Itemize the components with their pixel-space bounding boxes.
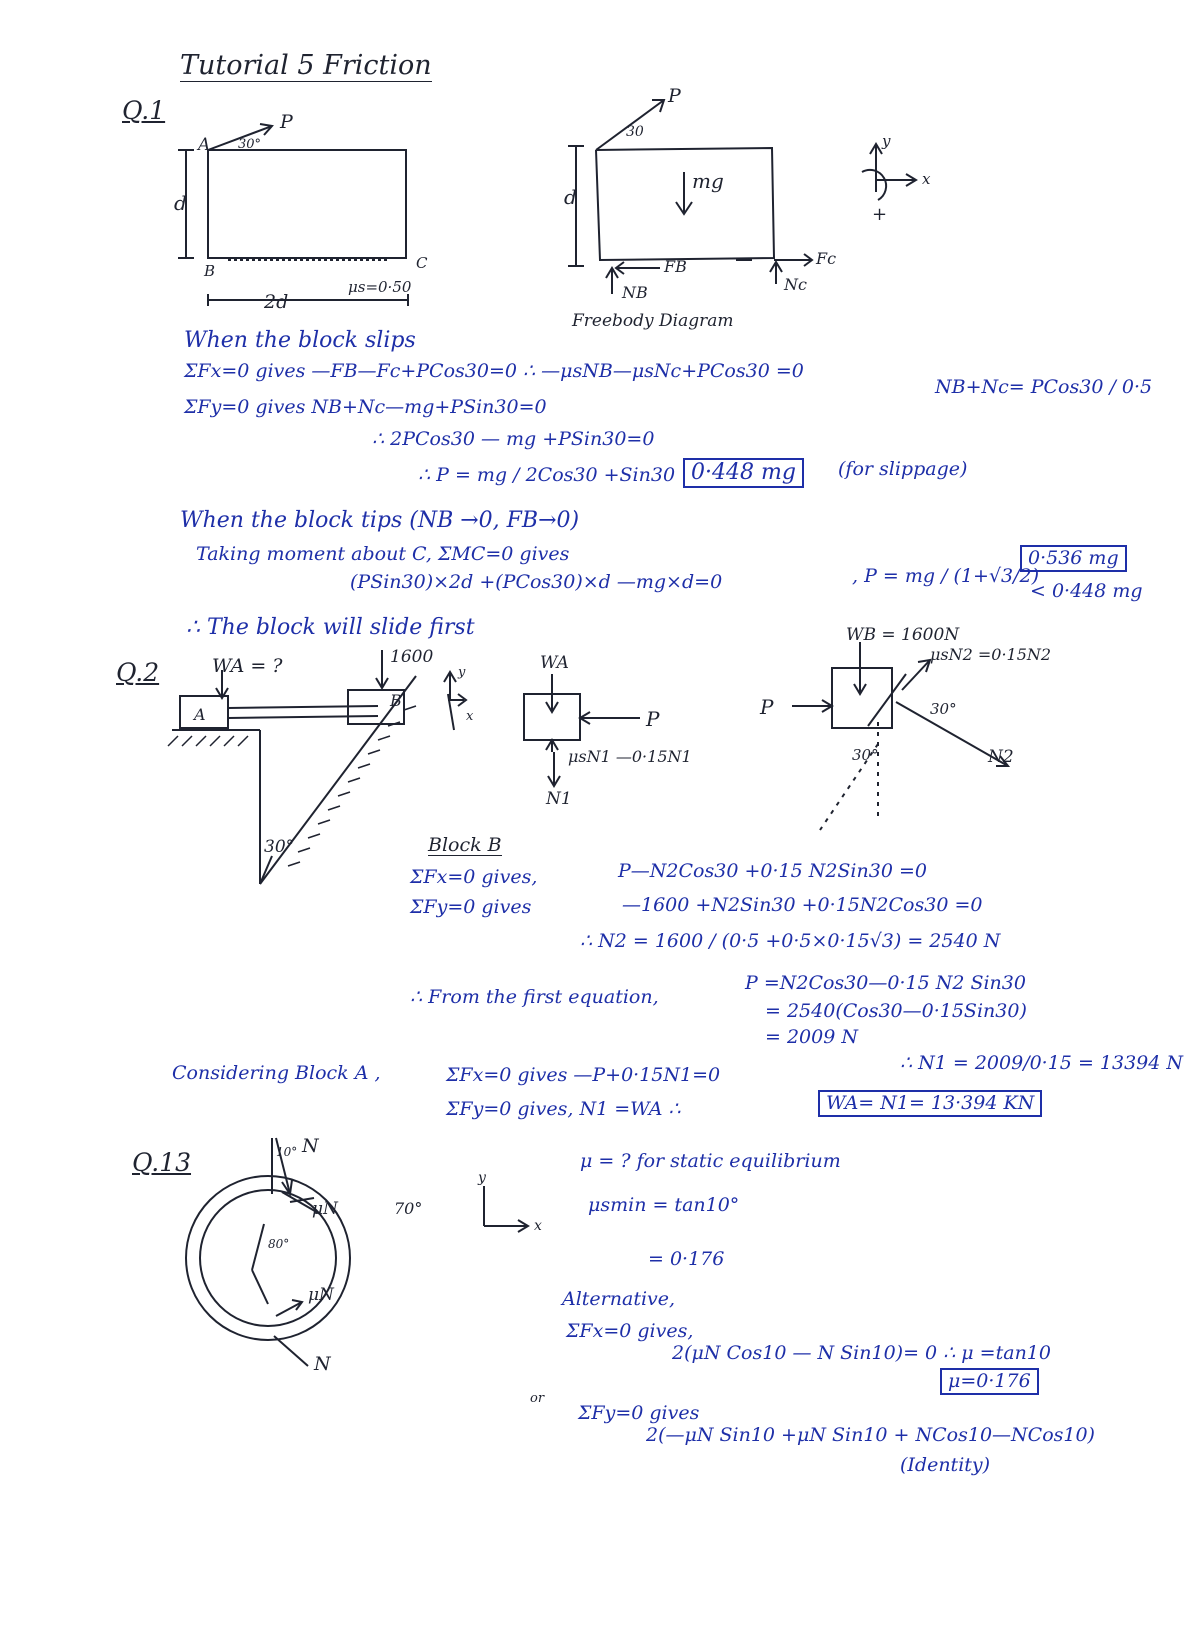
- q3-ring-figure: [190, 1130, 460, 1380]
- q2-block-a-n1: ∴ N1 = 2009/0·15 = 13394 N: [900, 1052, 1184, 1074]
- q1-tip-p: , P = mg / (1+√3/2): [852, 565, 1040, 587]
- q1-tip-heading: When the block tips (NB →0, FB→0): [180, 508, 580, 533]
- q1-fbd-figure: [560, 84, 960, 334]
- q2-fbd-a-normal: N1: [546, 789, 572, 809]
- q1-eq-combined: ∴ 2PCos30 — mg +PSin30=0: [372, 428, 655, 450]
- q1-angle: 30°: [238, 137, 262, 152]
- q1-mu: μs=0·50: [348, 278, 412, 296]
- q2-wedge-figure: [168, 640, 478, 940]
- q2-fbd-a-force-p: P: [646, 707, 660, 731]
- q3-axis-y: y: [478, 1170, 486, 1186]
- fbd-sign-plus: +: [872, 204, 888, 225]
- q2-fbd-a-weight: WA: [540, 653, 569, 673]
- q2-fbd-b-weight: WB = 1600N: [846, 625, 960, 645]
- q1-conclusion: ∴ The block will slide first: [186, 615, 475, 640]
- q2-fbd-b: [760, 620, 1080, 830]
- q2-fbd-a-friction: μsN1 —0·15N1: [568, 747, 692, 766]
- q1-result-compare: < 0·448 mg: [1030, 580, 1143, 602]
- q3-or: or: [530, 1391, 545, 1406]
- q3-friction-top: μN: [312, 1199, 338, 1219]
- q2-first-eq-label: ∴ From the first equation,: [410, 986, 659, 1008]
- q3-alt-fy-eq: 2(—μN Sin10 +μN Sin10 + NCos10—NCos10): [646, 1424, 1095, 1446]
- q3-normal-bottom: N: [314, 1353, 331, 1375]
- fbd-angle: 30: [626, 124, 644, 140]
- q2-block-a: A: [194, 705, 206, 724]
- q1-point-a: A: [198, 135, 211, 155]
- q3-alt-fy-label: ΣFy=0 gives: [578, 1402, 700, 1424]
- fbd-caption: Freebody Diagram: [572, 311, 734, 331]
- q1-eq-p: ∴ P = mg / 2Cos30 +Sin30: [418, 464, 676, 486]
- q2-block-b: B: [390, 691, 402, 710]
- q2-axis-y: y: [458, 665, 466, 680]
- q3-alt-fx-label: ΣFx=0 gives,: [566, 1320, 694, 1342]
- q2-eq-fy: —1600 +N2Sin30 +0·15N2Cos30 =0: [622, 894, 983, 916]
- q2-p-line-1: P =N2Cos30—0·15 N2 Sin30: [745, 972, 1026, 994]
- q1-moment-eq: (PSin30)×2d +(PCos30)×d —mg×d=0: [350, 571, 723, 593]
- q2-fbd-b-angle-1: 30°: [930, 700, 957, 718]
- fbd-height-d: d: [564, 185, 577, 209]
- q1-eq-fx: ΣFx=0 gives —FB—Fc+PCos30=0 ∴ —μsNB—μsNc+PCos30 =0: [184, 360, 804, 382]
- q3-label: Q.13: [132, 1148, 192, 1177]
- q3-alt-fx-eq: 2(μN Cos10 — N Sin10)= 0 ∴ μ =tan10: [672, 1342, 1051, 1364]
- fbd-normal-c: Nc: [784, 275, 807, 294]
- fbd-friction-c: Fc: [816, 249, 837, 268]
- q3-angle-top: 10°: [276, 1145, 298, 1159]
- q2-p-line-2: = 2540(Cos30—0·15Sin30): [765, 1000, 1027, 1022]
- q1-force-p: P: [280, 111, 293, 133]
- q2-fbd-b-normal: N2: [988, 747, 1014, 767]
- q2-wedge-angle: 30°: [264, 837, 295, 857]
- q3-alt-result: μ=0·176: [940, 1368, 1039, 1395]
- q3-normal-top: N: [302, 1135, 319, 1157]
- q2-block-a-heading: Considering Block A ,: [172, 1062, 381, 1084]
- q2-block-a-fx: ΣFx=0 gives —P+0·15N1=0: [446, 1064, 721, 1086]
- q2-n2: ∴ N2 = 1600 / (0·5 +0·5×0·15√3) = 2540 N: [580, 930, 1001, 952]
- q2-label: Q.2: [116, 658, 160, 687]
- q3-axis-x: x: [534, 1218, 542, 1234]
- q3-question: μ = ? for static equilibrium: [580, 1150, 841, 1172]
- q1-block-figure: [168, 108, 458, 318]
- q3-friction-bottom: μN: [308, 1285, 334, 1305]
- q2-load: 1600: [390, 647, 434, 667]
- q2-axis-x: x: [466, 709, 474, 724]
- q2-eq-fx-label: ΣFx=0 gives,: [410, 866, 538, 888]
- q2-fbd-a: [510, 646, 730, 816]
- q3-axes: [470, 1170, 550, 1240]
- q3-identity: (Identity): [900, 1454, 991, 1476]
- q3-angle-inner: 80°: [268, 1237, 290, 1251]
- q3-mu-value: = 0·176: [648, 1248, 725, 1270]
- fbd-normal-b: NB: [622, 283, 648, 302]
- q2-weight-a: WA = ?: [212, 655, 283, 677]
- fbd-axis-y: y: [882, 132, 891, 150]
- q2-fbd-b-angle-2: 30°: [852, 746, 879, 764]
- fbd-force-p: P: [668, 85, 681, 107]
- q1-height-d: d: [174, 191, 187, 215]
- fbd-weight: mg: [692, 169, 724, 193]
- q1-eq-fy: ΣFy=0 gives NB+Nc—mg+PSin30=0: [184, 396, 547, 418]
- q2-result: WA= N1= 13·394 KN: [818, 1090, 1042, 1117]
- q1-point-c: C: [416, 254, 428, 272]
- q1-slip-heading: When the block slips: [184, 328, 416, 353]
- q1-width: 2d: [264, 291, 289, 313]
- q3-angle-right: 70°: [394, 1199, 423, 1218]
- q1-result-tip: 0·536 mg: [1020, 545, 1127, 572]
- q2-block-a-fy: ΣFy=0 gives, N1 =WA ∴: [446, 1098, 681, 1120]
- q2-fbd-b-friction: μsN2 =0·15N2: [930, 645, 1052, 664]
- q1-eq-side: NB+Nc= PCos30 / 0·5: [935, 376, 1153, 398]
- fbd-friction-b: FB: [664, 257, 687, 276]
- q1-point-b: B: [204, 262, 216, 280]
- q2-eq-fx: P—N2Cos30 +0·15 N2Sin30 =0: [618, 860, 927, 882]
- q3-mu-min: μsmin = tan10°: [588, 1194, 740, 1216]
- q1-result-slip: 0·448 mg: [683, 458, 804, 488]
- q1-slip-note: (for slippage): [838, 458, 968, 480]
- q1-moment-line: Taking moment about C, ΣMC=0 gives: [196, 543, 570, 565]
- q1-label: Q.1: [122, 96, 166, 125]
- fbd-axis-x: x: [922, 170, 931, 188]
- page-title: Tutorial 5 Friction: [180, 50, 432, 81]
- q2-fbd-b-force-p: P: [760, 695, 774, 719]
- q3-alternative: Alternative,: [562, 1288, 676, 1310]
- q2-block-b-heading: Block B: [428, 834, 502, 856]
- q2-eq-fy-label: ΣFy=0 gives: [410, 896, 532, 918]
- q2-p-line-3: = 2009 N: [765, 1026, 858, 1048]
